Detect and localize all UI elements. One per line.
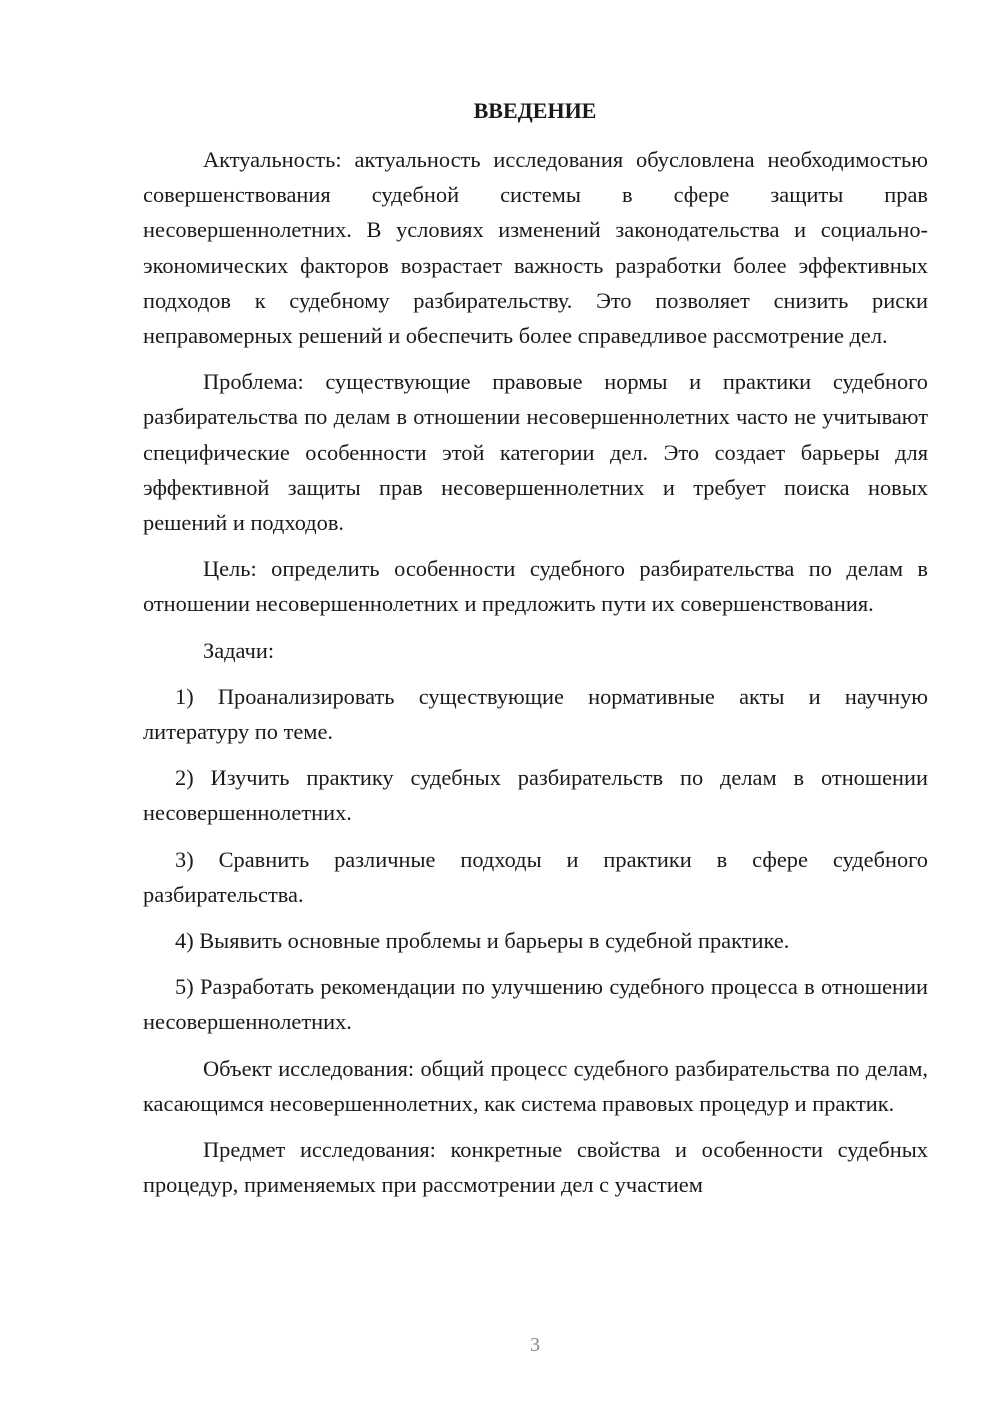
document-body <box>143 142 928 1213</box>
task-item: 1) Проанализировать существующие нормативные акты и научную литературу по теме. <box>143 683 928 745</box>
object-paragraph: Объект исследования: общий процесс судебного разбирательства по делам, касающимся несовершеннолетних, как система правовых процедур и практик. <box>143 1055 928 1116</box>
task-item: 4) Выявить основные проблемы и барьеры в судебной практике. <box>175 928 790 954</box>
task-item: 5) Разработать рекомендации по улучшению судебного процесса в отношении несовершеннолетних. <box>143 974 928 1035</box>
relevance-paragraph: Актуальность: актуальность исследования обусловлена необходимостью совершенствования судебной системы в сфере защиты прав несовершеннолетних. В условиях изменений законодательства и социально-экономических факторов возрастает важность разработки более эффективных подходов к судебному разбирательству. Это позволяет снизить риски неправомерных решений и обеспечить более справедливое рассмотрение дел. <box>143 147 928 349</box>
goal-paragraph: Цель: определить особенности судебного разбирательства по делам в отношении несовершеннолетних и предложить пути их совершенствования. <box>143 556 928 617</box>
problem-paragraph: Проблема: существующие правовые нормы и практики судебного разбирательства по делам в отношении несовершеннолетних часто не учитывают специфические особенности этой категории дел. Это создает барьеры для эффективной защиты прав несовершеннолетних и требует поиска новых решений и подходов. <box>143 369 928 536</box>
section-title: ВВЕДЕНИЕ <box>473 98 597 123</box>
subject-paragraph: Предмет исследования: конкретные свойства и особенности судебных процедур, применяемых при рассмотрении дел с участием <box>143 1137 928 1198</box>
task-item: 3) Сравнить различные подходы и практики в сфере судебного разбирательства. <box>143 846 928 907</box>
page-number: 3 <box>530 1334 540 1356</box>
task-item: 2) Изучить практику судебных разбирательств по делам в отношении несовершеннолетних. <box>143 765 928 826</box>
tasks-heading: Задачи: <box>203 637 275 663</box>
